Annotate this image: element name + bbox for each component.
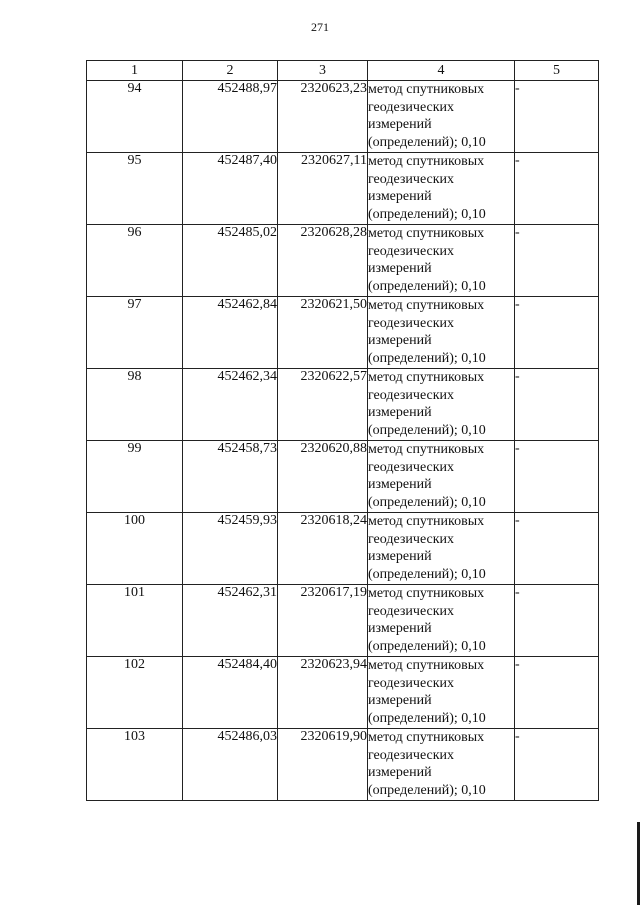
method-accuracy	[368, 369, 515, 441]
point-number: 95	[87, 153, 183, 225]
point-number: 103	[87, 729, 183, 801]
method-line: (определений); 0,10	[368, 134, 486, 150]
table-row	[87, 441, 599, 513]
method-line: (определений); 0,10	[368, 638, 486, 654]
method-line: (определений); 0,10	[368, 710, 486, 726]
method-line: (определений); 0,10	[368, 494, 486, 510]
coordinate-x: 452485,02	[183, 225, 278, 297]
point-number: 97	[87, 297, 183, 369]
coordinate-x: 452462,34	[183, 369, 278, 441]
method-accuracy	[368, 81, 515, 153]
method-accuracy	[368, 225, 515, 297]
point-number: 94	[87, 81, 183, 153]
table-body	[87, 81, 599, 801]
point-note: -	[515, 369, 599, 441]
method-line: измерений	[368, 765, 432, 780]
coordinate-y: 2320618,24	[278, 513, 368, 585]
coordinate-y: 2320622,57	[278, 369, 368, 441]
method-line: измерений	[368, 117, 432, 132]
method-line: измерений	[368, 261, 432, 276]
point-number: 98	[87, 369, 183, 441]
point-number: 101	[87, 585, 183, 657]
method-line: метод спутниковых	[368, 442, 485, 457]
table-row	[87, 585, 599, 657]
method-line: метод спутниковых	[368, 370, 485, 385]
method-line: измерений	[368, 189, 432, 204]
coordinate-y: 2320623,23	[278, 81, 368, 153]
point-note: -	[515, 153, 599, 225]
method-line: (определений); 0,10	[368, 782, 486, 798]
method-line: геодезических	[368, 603, 455, 619]
method-line: метод спутниковых	[368, 730, 485, 745]
method-line: метод спутниковых	[368, 226, 485, 241]
point-note: -	[515, 441, 599, 513]
method-line: метод спутниковых	[368, 154, 485, 169]
point-number: 96	[87, 225, 183, 297]
coordinate-x: 452486,03	[183, 729, 278, 801]
coordinate-x: 452459,93	[183, 513, 278, 585]
method-line: измерений	[368, 333, 432, 348]
method-line: геодезических	[368, 387, 455, 403]
coordinate-y: 2320620,88	[278, 441, 368, 513]
point-number: 100	[87, 513, 183, 585]
table-row	[87, 153, 599, 225]
method-accuracy	[368, 297, 515, 369]
point-note: -	[515, 729, 599, 801]
header-col-4: 4	[368, 61, 515, 81]
coordinate-y: 2320628,28	[278, 225, 368, 297]
coordinate-x: 452484,40	[183, 657, 278, 729]
point-note: -	[515, 81, 599, 153]
method-line: (определений); 0,10	[368, 422, 486, 438]
table-row	[87, 225, 599, 297]
coordinates-table	[86, 60, 599, 801]
method-accuracy	[368, 585, 515, 657]
point-number: 102	[87, 657, 183, 729]
point-note: -	[515, 657, 599, 729]
coordinate-x: 452487,40	[183, 153, 278, 225]
method-accuracy	[368, 153, 515, 225]
method-line: метод спутниковых	[368, 298, 485, 313]
method-line: геодезических	[368, 243, 455, 259]
method-line: геодезических	[368, 459, 455, 475]
table-row	[87, 513, 599, 585]
method-line: метод спутниковых	[368, 82, 485, 97]
point-note: -	[515, 225, 599, 297]
table-row	[87, 657, 599, 729]
coordinate-x: 452462,31	[183, 585, 278, 657]
method-line: геодезических	[368, 531, 455, 547]
table-row	[87, 297, 599, 369]
coordinate-x: 452458,73	[183, 441, 278, 513]
table-row	[87, 729, 599, 801]
page-number: 271	[311, 20, 329, 34]
point-note: -	[515, 513, 599, 585]
coordinate-x: 452488,97	[183, 81, 278, 153]
coordinate-y: 2320621,50	[278, 297, 368, 369]
method-line: метод спутниковых	[368, 658, 485, 673]
table-header	[87, 61, 599, 81]
method-line: геодезических	[368, 747, 455, 763]
method-line: метод спутниковых	[368, 586, 485, 601]
method-line: (определений); 0,10	[368, 278, 486, 294]
coordinate-y: 2320627,11	[278, 153, 368, 225]
method-line: (определений); 0,10	[368, 206, 486, 222]
coordinate-y: 2320619,90	[278, 729, 368, 801]
method-line: измерений	[368, 621, 432, 636]
method-accuracy	[368, 657, 515, 729]
method-line: измерений	[368, 549, 432, 564]
method-line: (определений); 0,10	[368, 350, 486, 366]
table-row	[87, 81, 599, 153]
method-line: измерений	[368, 693, 432, 708]
header-col-1: 1	[87, 61, 183, 81]
point-note: -	[515, 297, 599, 369]
method-line: геодезических	[368, 99, 455, 115]
coordinate-y: 2320623,94	[278, 657, 368, 729]
point-note: -	[515, 585, 599, 657]
method-accuracy	[368, 441, 515, 513]
method-line: (определений); 0,10	[368, 566, 486, 582]
table-row	[87, 369, 599, 441]
header-col-2: 2	[183, 61, 278, 81]
method-line: геодезических	[368, 315, 455, 331]
method-line: геодезических	[368, 171, 455, 187]
header-row	[87, 61, 599, 81]
coordinate-y: 2320617,19	[278, 585, 368, 657]
method-line: геодезических	[368, 675, 455, 691]
coordinate-x: 452462,84	[183, 297, 278, 369]
method-line: измерений	[368, 405, 432, 420]
method-accuracy	[368, 513, 515, 585]
header-col-5: 5	[515, 61, 599, 81]
method-accuracy	[368, 729, 515, 801]
method-line: измерений	[368, 477, 432, 492]
point-number: 99	[87, 441, 183, 513]
method-line: метод спутниковых	[368, 514, 485, 529]
header-col-3: 3	[278, 61, 368, 81]
